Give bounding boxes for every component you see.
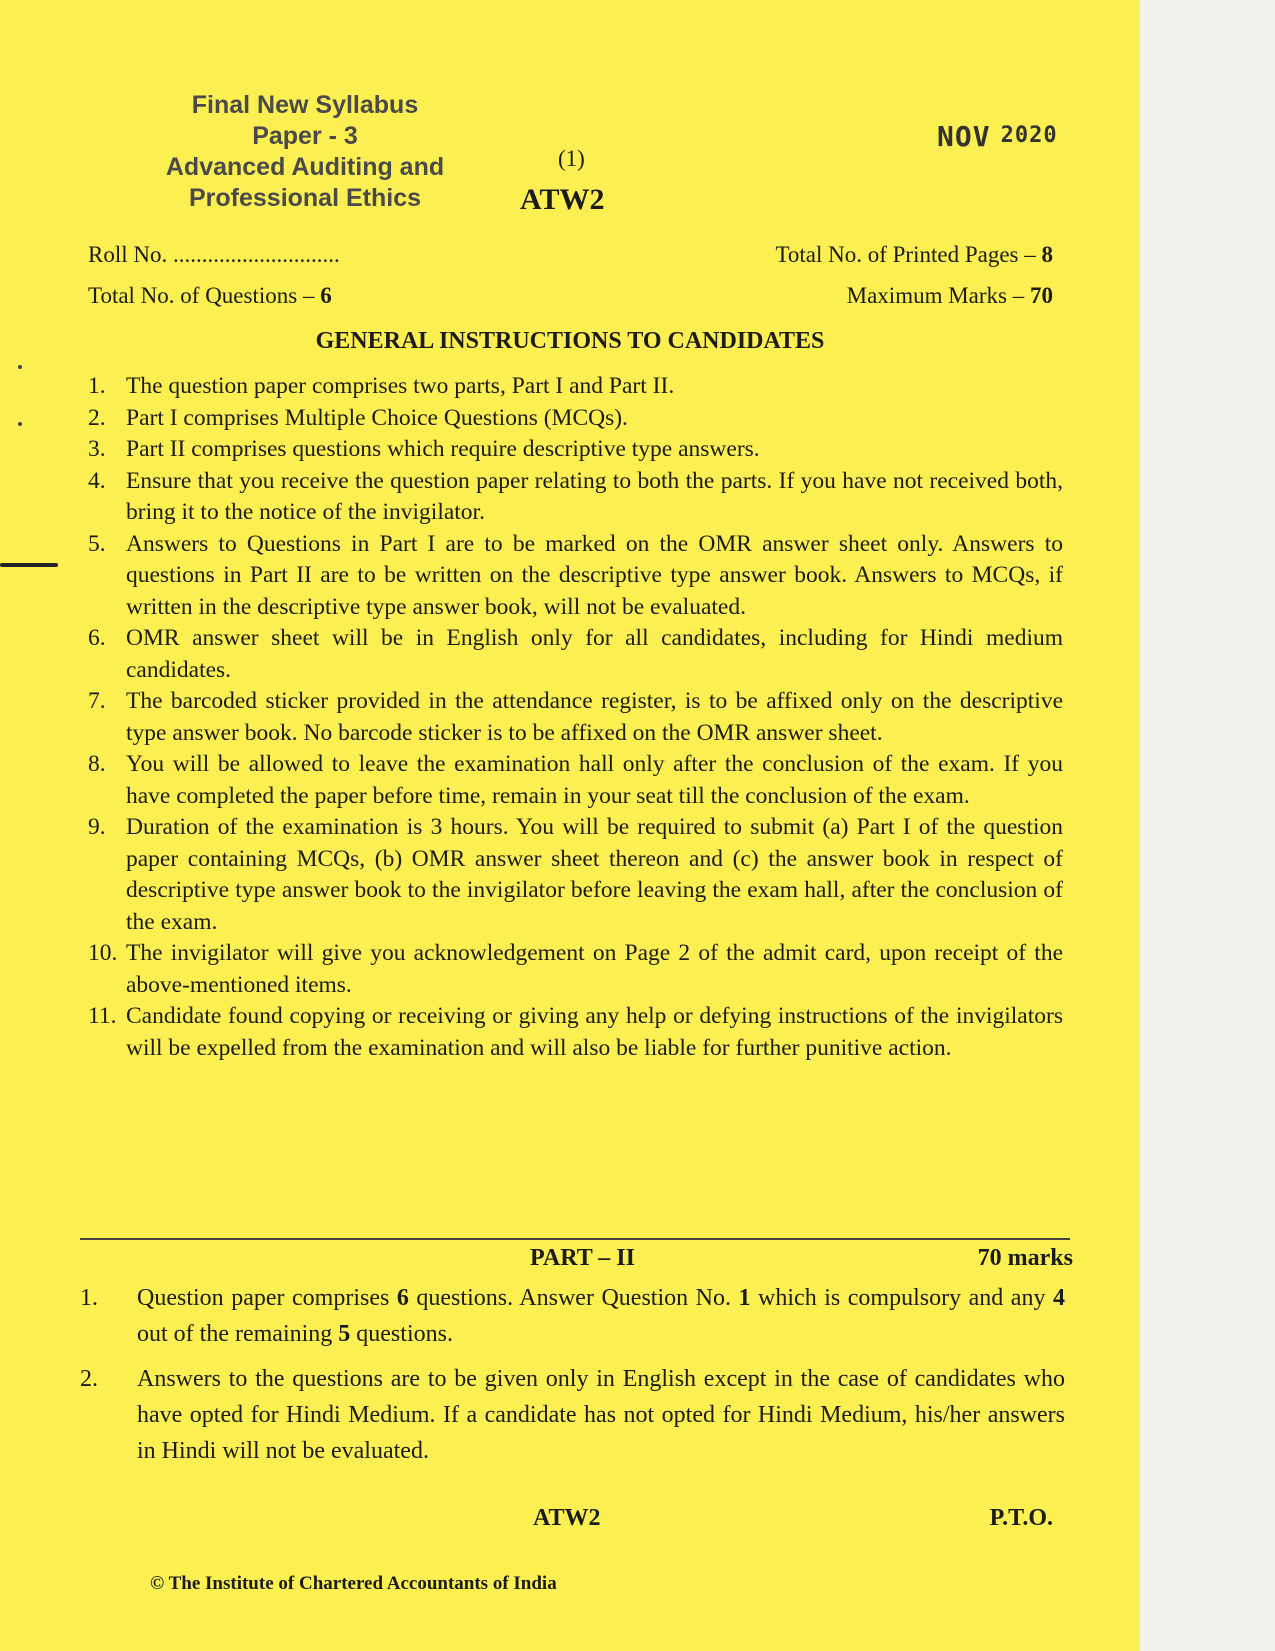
section-divider (80, 1238, 1070, 1240)
part2-item (80, 1280, 1065, 1352)
session-month: NOV (937, 120, 991, 153)
instruction-text: Answers to Questions in Part I are to be marked on the OMR answer sheet only. Answers to questions in Part II are to be written on the descriptive type answer book. Answers to MCQs, if written in the descriptive type answer book, will not be evaluated. (126, 530, 1063, 620)
instruction-item (88, 812, 1063, 938)
instruction-item (88, 749, 1063, 812)
instruction-number: 1. (88, 373, 106, 399)
subject-line: Professional Ethics (188, 184, 422, 212)
part2-item (80, 1361, 1065, 1469)
scan-dot (18, 365, 22, 369)
paper-code: ATW2 (520, 183, 605, 216)
part2-instructions (80, 1280, 1065, 1478)
part2-item-text: Answers to the questions are to be given only in English except in the case of candidates who have opted for Hindi Medium. If a candidate has not opted for Hindi Medium, his/her answers in Hindi will not be evaluated. (137, 1366, 1065, 1464)
text-run: questions. (350, 1321, 453, 1347)
bold-number: 4 (1053, 1285, 1065, 1311)
text-run: questions. Answer Question No. (408, 1285, 739, 1311)
total-questions-label: Total No. of Questions – (88, 283, 321, 308)
instructions-list (88, 371, 1063, 1064)
total-questions-value: 6 (320, 283, 332, 308)
instruction-text: Candidate found copying or receiving or giving any help or defying instructions of the invigilators will be expelled from the examination and will also be liable for further punitive action. (126, 1003, 1063, 1061)
text-run: Question paper comprises (137, 1285, 397, 1311)
subject-block (135, 90, 475, 214)
instruction-text: The barcoded sticker provided in the attendance register, is to be affixed only on the descriptive type answer book. No barcode sticker is to be affixed on the OMR answer sheet. (126, 688, 1063, 746)
session-stamp (937, 120, 1058, 153)
instruction-item (88, 466, 1063, 529)
total-questions (88, 283, 332, 309)
pto-label: P.T.O. (989, 1505, 1053, 1531)
instruction-number: 10. (88, 940, 118, 966)
instruction-item (88, 1001, 1063, 1064)
instruction-item (88, 623, 1063, 686)
instruction-item (88, 403, 1063, 435)
text-run: out of the remaining (137, 1321, 339, 1347)
instruction-text: Part I comprises Multiple Choice Questions (MCQs). (126, 404, 628, 431)
roll-no-label: Roll No. ............................. (88, 242, 340, 267)
instruction-item (88, 371, 1063, 403)
part-label: PART – II (530, 1245, 635, 1271)
instruction-text: Part II comprises questions which require descriptive type answers. (126, 436, 760, 462)
scan-dot (18, 422, 22, 426)
instruction-number: 8. (88, 751, 106, 777)
instruction-number: 4. (88, 467, 106, 494)
page-number: (1) (558, 146, 585, 171)
instruction-text: Duration of the examination is 3 hours. You will be required to submit (a) Part I of the question paper containing MCQs, (b) OMR answer sheet thereon and (c) the answer book in respect of descriptive type answer book to the invigilator before leaving the exam hall, after the conclusion of the exam. (126, 814, 1063, 935)
instruction-number: 7. (88, 688, 106, 714)
footer-paper-code: ATW2 (533, 1505, 601, 1531)
bold-number: 1 (738, 1285, 751, 1311)
scan-background (1140, 0, 1275, 1651)
maximum-marks (847, 283, 1053, 309)
bold-number: 5 (338, 1321, 351, 1347)
instruction-number: 11. (88, 1003, 117, 1029)
instruction-number: 3. (88, 436, 106, 462)
session-year: 2020 (1000, 123, 1058, 148)
printed-pages (775, 242, 1053, 268)
instruction-item (88, 938, 1063, 1001)
instruction-text: OMR answer sheet will be in English only for all candidates, including for Hindi medium candidates. (126, 625, 1063, 683)
instruction-text: The question paper comprises two parts, Part I and Part II. (126, 373, 675, 399)
printed-pages-value: 8 (1041, 242, 1053, 267)
instruction-text: Ensure that you receive the question paper relating to both the parts. If you have not received both, bring it to the notice of the invigilator. (126, 467, 1063, 525)
part2-item-number: 1. (80, 1285, 98, 1311)
bold-number: 6 (396, 1285, 409, 1311)
part-marks: 70 marks (977, 1245, 1073, 1271)
subject-line: Paper - 3 (252, 122, 358, 150)
printed-pages-label: Total No. of Printed Pages – (775, 242, 1042, 267)
subject-line: Final New Syllabus (191, 91, 419, 119)
text-run: which is compulsory and any (750, 1285, 1053, 1311)
instruction-item (88, 529, 1063, 624)
maximum-marks-value: 70 (1030, 283, 1053, 308)
instruction-number: 2. (88, 404, 106, 431)
instructions-heading: GENERAL INSTRUCTIONS TO CANDIDATES (315, 328, 825, 354)
subject-line: Advanced Auditing and (165, 153, 445, 181)
instruction-number: 5. (88, 530, 106, 557)
instruction-number: 9. (88, 814, 106, 840)
instruction-text: You will be allowed to leave the examination hall only after the conclusion of the exam. If you have completed the paper before time, remain in your seat till the conclusion of the exam. (126, 751, 1063, 809)
instruction-item (88, 686, 1063, 749)
instruction-number: 6. (88, 625, 106, 651)
part2-item-number: 2. (80, 1366, 98, 1392)
maximum-marks-label: Maximum Marks – (846, 283, 1030, 308)
instruction-text: The invigilator will give you acknowledgement on Page 2 of the admit card, upon receipt of the above-mentioned items. (126, 940, 1063, 998)
part2-item-text (137, 1280, 1065, 1352)
scan-mark (0, 563, 58, 567)
copyright-notice: © The Institute of Chartered Accountants of India (150, 1573, 557, 1594)
instruction-item (88, 434, 1063, 466)
